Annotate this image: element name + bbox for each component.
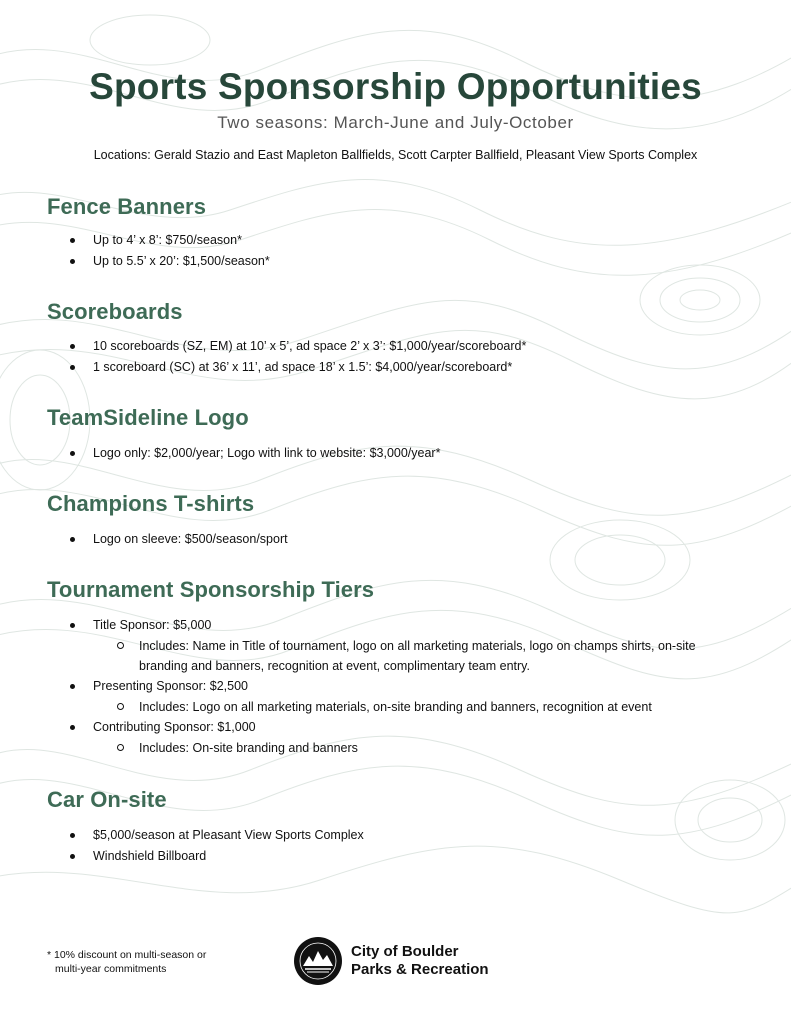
section-heading: Car On-site xyxy=(47,787,167,812)
locations-text: Locations: Gerald Stazio and East Mapleton Ballfields, Scott Carpter Ballfield, Pleasant View Sports Complex xyxy=(93,148,698,162)
list-item: 1 scoreboard (SC) at 36’ x 11’, ad space 18’ x 1.5’: $4,000/year/scoreboard* xyxy=(47,357,747,378)
logo-line: City of Boulder xyxy=(351,943,459,960)
section-tournament-tiers xyxy=(47,577,747,758)
tier-item xyxy=(47,676,747,717)
tier-item xyxy=(47,717,747,758)
list-item: Logo only: $2,000/year; Logo with link to website: $3,000/year* xyxy=(47,443,747,464)
section-heading: TeamSideline Logo xyxy=(47,405,249,430)
logo-text xyxy=(351,943,489,979)
city-of-boulder-logo xyxy=(293,936,553,992)
list-item: Windshield Billboard xyxy=(47,846,747,867)
tier-label: Presenting Sponsor: $2,500 xyxy=(93,679,248,693)
section-heading: Scoreboards xyxy=(47,299,183,324)
section-heading: Fence Banners xyxy=(47,194,207,219)
logo-line: Parks & Recreation xyxy=(351,961,489,978)
page-title: Sports Sponsorship Opportunities xyxy=(89,66,702,107)
tier-includes: Includes: Logo on all marketing materials, on-site branding and banners, recognition at event xyxy=(93,697,747,717)
section-scoreboards xyxy=(47,299,747,378)
footnote-line: multi-year commitments xyxy=(55,963,167,975)
tier-includes: Includes: On-site branding and banners xyxy=(93,738,747,758)
list-item: $5,000/season at Pleasant View Sports Complex xyxy=(47,825,747,846)
section-teamsideline-logo xyxy=(47,405,747,464)
tier-label: Title Sponsor: $5,000 xyxy=(93,618,212,632)
tier-item xyxy=(47,615,747,676)
section-fence-banners xyxy=(47,194,747,272)
list-item: 10 scoreboards (SZ, EM) at 10’ x 5’, ad space 2’ x 3’: $1,000/year/scoreboard* xyxy=(47,336,747,357)
list-item: Logo on sleeve: $500/season/sport xyxy=(47,529,747,550)
section-car-onsite xyxy=(47,787,747,867)
tier-label: Contributing Sponsor: $1,000 xyxy=(93,720,256,734)
section-heading: Tournament Sponsorship Tiers xyxy=(47,577,375,602)
city-seal-icon xyxy=(293,936,343,986)
footnote xyxy=(47,948,206,976)
tier-includes: Includes: Name in Title of tournament, logo on all marketing materials, logo on champs shirts, on-site branding and banners, recognition at event, complimentary team entry. xyxy=(93,636,747,676)
page-subtitle: Two seasons: March-June and July-October xyxy=(217,113,574,132)
section-heading: Champions T-shirts xyxy=(47,491,255,516)
section-champions-tshirts xyxy=(47,491,747,550)
list-item: Up to 5.5’ x 20’: $1,500/season* xyxy=(47,251,747,272)
list-item: Up to 4’ x 8’: $750/season* xyxy=(47,230,747,251)
footnote-line: * 10% discount on multi-season or xyxy=(47,949,207,961)
